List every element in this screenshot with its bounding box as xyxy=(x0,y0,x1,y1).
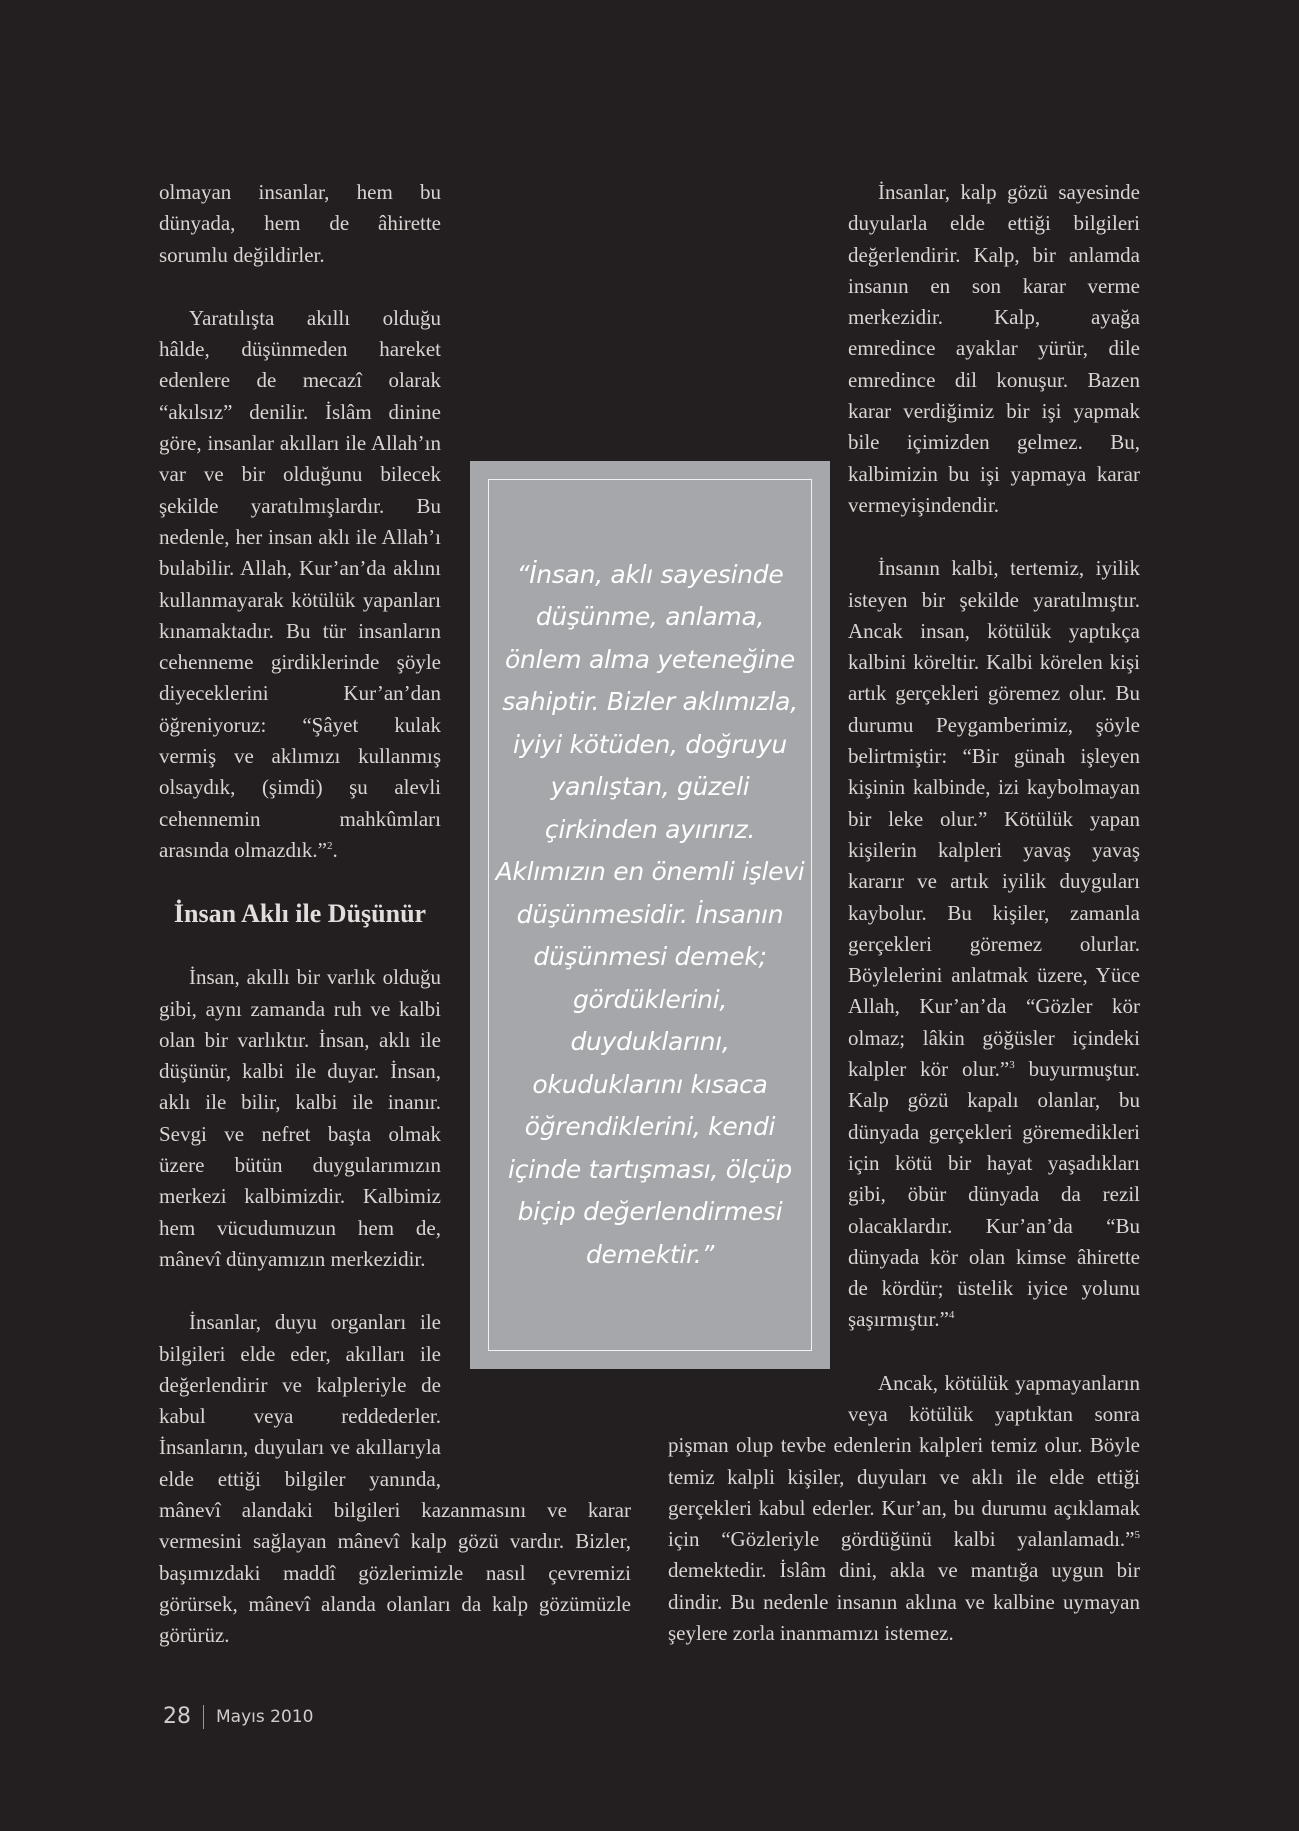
paragraph-text: demektedir. İslâm dini, akla ve mantığa uygun bir dindir. Bu nedenle insanın aklına ve kalbine uymayan şeylere zorla inanmamızı istemez. xyxy=(668,1558,1140,1646)
pull-quote-box xyxy=(470,461,830,1369)
paragraph-text: Ancak, kötülük yapmayanların veya kötülük yaptıktan sonra pişman olup tevbe edenlerin kalpleri temiz olur. Böyle temiz kalpli kişiler, duyuları ve aklı ile elde ettiği gerçekleri kabul ederler. Kur’an, bu durumu açıklamak için “Gözleriyle gördüğünü kalbi yalanlamadı.” xyxy=(668,1370,1140,1552)
paragraph-text: Yaratılışta akıllı olduğu hâlde, düşünmeden hareket edenlere de mecazî olarak “akılsız” denilir. İslâm dinine göre, insanlar akılları ile Allah’ın var ve bir olduğunu bilecek şekilde yaratılmışlardır. Bu nedenle, her insan aklı ile Allah’ı bulabilir. Allah, Kur’an’da aklını kullanmayarak kötülük yapanları kınamaktadır. Bu tür insanların cehenneme girdiklerinde şöyle diyeceklerini Kur’an’dan öğreniyoruz: “Şâyet kulak vermiş ve aklımızı kullanmış olsaydık, (şimdi) şu alevli cehennemin mahkûmları arasında olmazdık.” xyxy=(159,305,441,862)
footnote-ref: 3 xyxy=(1009,1059,1015,1072)
paragraph: İnsan, akıllı bir varlık olduğu gibi, aynı zamanda ruh ve kalbi olan bir varlıktır. İnsan, aklı ile düşünür, kalbi ile duyar. İnsan, aklı ile bilir, kalbi ile inanır. Sevgi ve nefret başta olmak üzere bütün duygularımızın merkezi kalbimizdir. Kalbimiz hem vücudumuzun hem de, mânevî dünyamızın merkezidir. xyxy=(159,965,441,1271)
paragraph-tail: . xyxy=(332,837,338,862)
section-heading: İnsan Aklı ile Düşünür xyxy=(173,899,427,929)
pull-quote-frame xyxy=(488,479,812,1351)
footer-divider xyxy=(203,1705,204,1729)
pull-quote-text: “İnsan, aklı sayesinde düşünme, anlama, önlem alma yeteneğine sahiptir. Bizler aklımızla, iyiyi kötüden, doğruyu yanlıştan, güzeli çirkinden ayırırız. Aklımızın en önemli işlevi düşünmesidir. İnsanın düşünmesi demek; gördüklerini, duyduklarını, okuduklarını kısaca öğrendiklerini, kendi içinde tartışması, ölçüp biçip değerlendirmesi demektir.” xyxy=(495,559,805,1269)
footnote-ref: 2 xyxy=(326,839,333,852)
footnote-ref: 4 xyxy=(948,1309,955,1322)
page-number: 28 xyxy=(163,1704,191,1729)
paragraph-text: buyurmuştur. Kalp gözü kapalı olanlar, bu dünyada gerçekleri göremedikleri için kötü bir hayat yaşadıkları gibi, öbür dünyada da rezil olacaklardır. Kur’an’da “Bu dünyada kör olan kimse âhirette de kördür; üstelik iyice yolunu şaşırmıştır.” xyxy=(848,1057,1140,1332)
paragraph: İnsanlar, kalp gözü sayesinde duyularla elde ettiği bilgileri değerlendirir. Kalp, bir anlamda insanın en son karar verme merkezidir. Kalp, ayağa emredince ayaklar yürür, dile emredince dil konuşur. Bazen karar verdiğimiz bir işi yapmak bile içimizden gelmez. Bu, kalbimizin bu işi yapmaya karar vermeyişindendir. xyxy=(848,180,1140,517)
footnote-ref: 5 xyxy=(1134,1529,1140,1542)
paragraph: İnsanlar, duyu organları ile bilgileri elde eder, akılları ile değerlendirir ve kalpleriyle de kabul veya reddederler. İnsanların, duyuları ve akıllarıyla elde ettiği bilgiler yanında, mânevî alandaki bilgileri kazanmasını ve karar vermesini sağlayan mânevî kalp gözü vardır. Bizler, başımızdaki maddî gözlerimizle nasıl çevremizi görürsek, mânevî alanda olanları da kalp gözümüzle görürüz. xyxy=(159,1310,631,1648)
issue-date: Mayıs 2010 xyxy=(216,1706,314,1727)
paragraph-text: İnsanın kalbi, tertemiz, iyilik isteyen bir şekilde yaratılmıştır. Ancak insan, kötülük yaptıkça kalbini köreltir. Kalbi körelen kişi artık gerçekleri göremez olur. Bu durumu Peygamberimiz, şöyle belirtmiştir: “Bir günah işleyen kişinin kalbinde, izi kaybolmayan bir leke olur.” Kötülük yapan kişilerin kalpleri yavaş yavaş kararır ve artık iyilik duyguları kaybolur. Bu kişiler, zamanla gerçekleri göremez olurlar. Böylelerini anlatmak üzere, Yüce Allah, Kur’an’da “Gözler kör olmaz; lâkin göğüsler içindeki kalpler kör olur.” xyxy=(848,556,1140,1082)
page-footer xyxy=(163,1704,313,1729)
paragraph xyxy=(668,1368,1140,1650)
paragraph: olmayan insanlar, hem bu dünyada, hem de âhirette sorumlu değildirler. xyxy=(159,180,441,267)
